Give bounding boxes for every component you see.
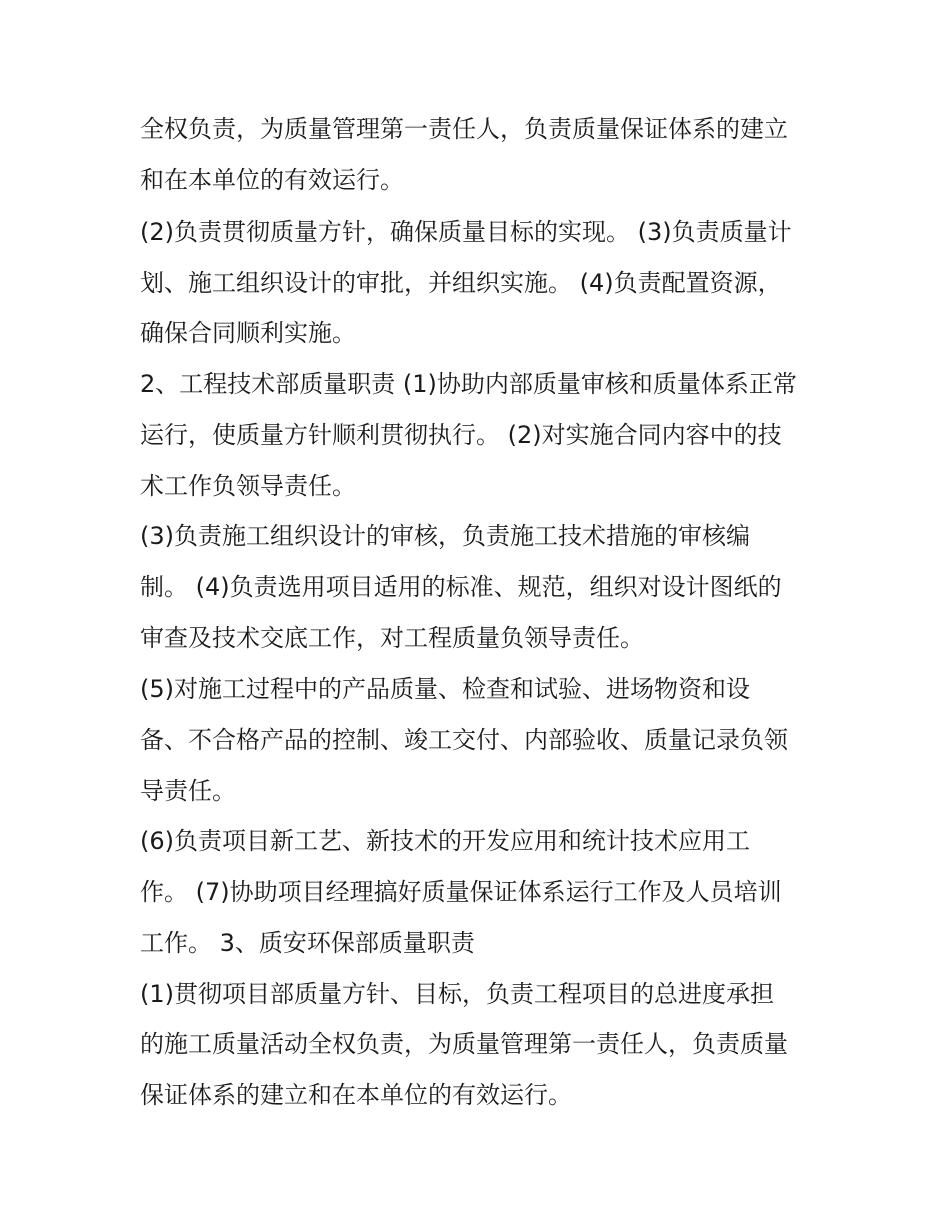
text-line: 导责任。 [140,777,236,805]
text-line: (2)负责贯彻质量方针，确保质量目标的实现。 (3)负责质量计 [140,218,792,246]
text-line: 划、施工组织设计的审批，并组织实施。 (4)负责配置资源， [140,269,782,297]
text-line: 运行，使质量方针顺利贯彻执行。 (2)对实施合同内容中的技 [140,421,782,449]
text-line: (3)负责施工组织设计的审核，负责施工技术措施的审核编 [140,522,750,550]
text-line: 工作。 3、质安环保部质量职责 [140,929,475,957]
text-line: 的施工质量活动全权负责，为质量管理第一责任人，负责质量 [140,1030,788,1058]
text-line: 和在本单位的有效运行。 [140,166,404,194]
text-line: (5)对施工过程中的产品质量、检查和试验、进场物资和设 [140,675,750,703]
text-line: 术工作负领导责任。 [140,472,356,500]
text-line: 作。 (7)协助项目经理搞好质量保证体系运行工作及人员培训 [140,878,782,906]
text-line: 审查及技术交底工作，对工程质量负领导责任。 [140,624,644,652]
text-line: 2、工程技术部质量职责 (1)协助内部质量审核和质量体系正常 [140,370,797,398]
text-line: 备、不合格产品的控制、竣工交付、内部验收、质量记录负领 [140,726,788,754]
text-line: (6)负责项目新工艺、新技术的开发应用和统计技术应用工 [140,827,750,855]
text-line: 全权负责，为质量管理第一责任人，负责质量保证体系的建立 [140,115,788,143]
text-line: 确保合同顺利实施。 [140,319,356,347]
text-line: (1)贯彻项目部质量方针、目标，负责工程项目的总进度承担 [140,980,774,1008]
text-line: 制。 (4)负责选用项目适用的标准、规范，组织对设计图纸的 [140,573,782,601]
text-line: 保证体系的建立和在本单位的有效运行。 [140,1081,572,1109]
